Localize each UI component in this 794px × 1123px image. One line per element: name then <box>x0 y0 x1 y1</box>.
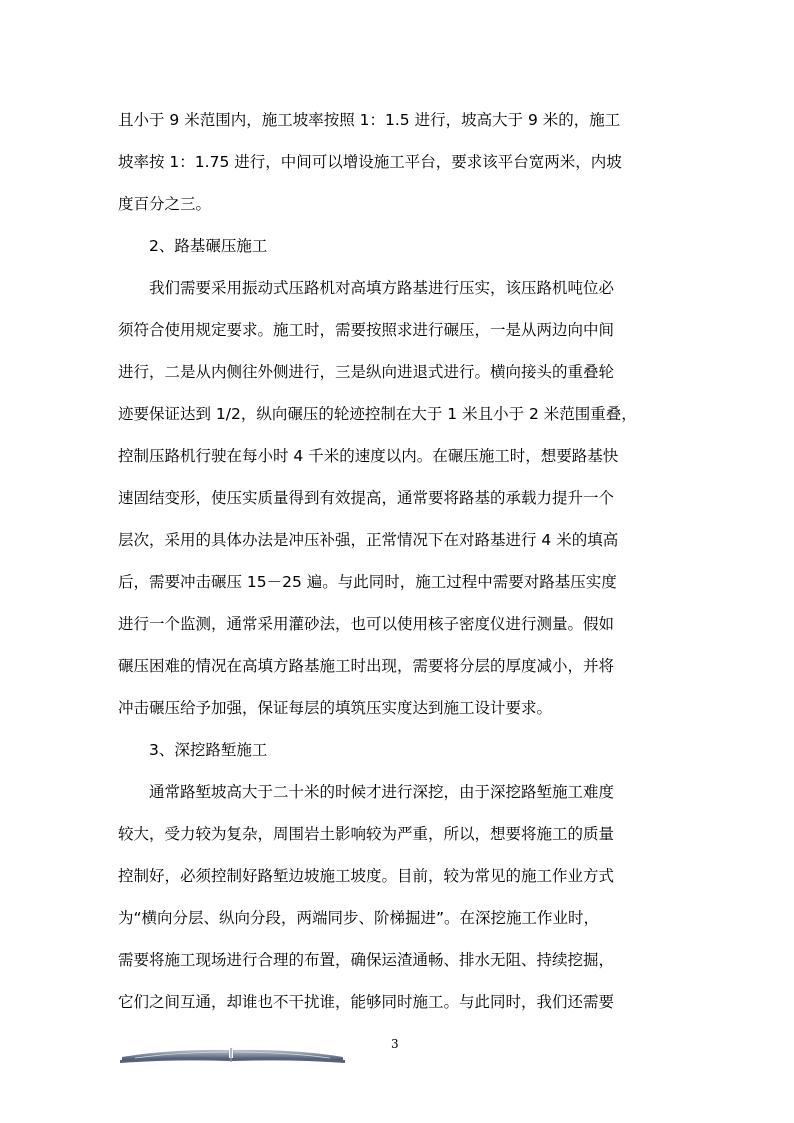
text-line: 进行，二是从内侧往外侧进行，三是纵向进退式进行。横向接头的重叠轮 <box>118 363 615 381</box>
text-line: 需要将施工现场进行合理的布置，确保运渣通畅、排水无阻、持续挖掘， <box>118 951 615 969</box>
paragraph-first-line: 我们需要采用振动式压路机对高填方路基进行压实，该压路机吨位必 <box>149 279 615 297</box>
text-line: 须符合使用规定要求。施工时，需要按照求进行碾压，一是从两边向中间 <box>118 321 615 339</box>
text-line: 控制好，必须控制好路堑边坡施工坡度。目前，较为常见的施工作业方式 <box>118 867 615 885</box>
text-line: 坡率按 1：1.75 进行，中间可以增设施工平台，要求该平台宽两米，内坡 <box>118 153 622 171</box>
text-line: 进行一个监测，通常采用灌砂法，也可以使用核子密度仪进行测量。假如 <box>118 615 615 633</box>
text-line: 度百分之三。 <box>118 195 212 213</box>
text-line: 它们之间互通，却谁也不干扰谁，能够同时施工。与此同时，我们还需要 <box>118 993 615 1011</box>
text-line: 迹要保证达到 1/2，纵向碾压的轮迹控制在大于 1 米且小于 2 米范围重叠， <box>118 405 637 423</box>
text-line: 碾压困难的情况在高填方路基施工时出现，需要将分层的厚度减小，并将 <box>118 657 615 675</box>
document-body <box>118 99 678 1023</box>
paragraph-first-line: 通常路堑坡高大于二十米的时候才进行深挖，由于深挖路堑施工难度 <box>149 783 615 801</box>
text-line: 为“横向分层、纵向分段，两端同步、阶梯掘进”。在深挖施工作业时， <box>118 909 600 927</box>
section-heading: 2、路基碾压施工 <box>149 237 268 255</box>
text-line: 较大，受力较为复杂，周围岩土影响较为严重，所以，想要将施工的质量 <box>118 825 615 843</box>
open-book-icon <box>120 1036 345 1066</box>
text-line: 速固结变形，使压实质量得到有效提高，通常要将路基的承载力提升一个 <box>118 489 615 507</box>
text-line: 且小于 9 米范围内，施工坡率按照 1：1.5 进行，坡高大于 9 米的，施工 <box>118 111 621 129</box>
text-line: 后，需要冲击碾压 15－25 遍。与此同时，施工过程中需要对路基压实度 <box>118 573 617 591</box>
text-line: 层次，采用的具体办法是冲压补强，正常情况下在对路基进行 4 米的填高 <box>118 531 619 549</box>
text-line: 冲击碾压给予加强，保证每层的填筑压实度达到施工设计要求。 <box>118 699 553 717</box>
text-line: 控制压路机行驶在每小时 4 千米的速度以内。在碾压施工时，想要路基快 <box>118 447 619 465</box>
page-number: 3 <box>391 1037 399 1051</box>
section-heading: 3、深挖路堑施工 <box>149 741 268 759</box>
